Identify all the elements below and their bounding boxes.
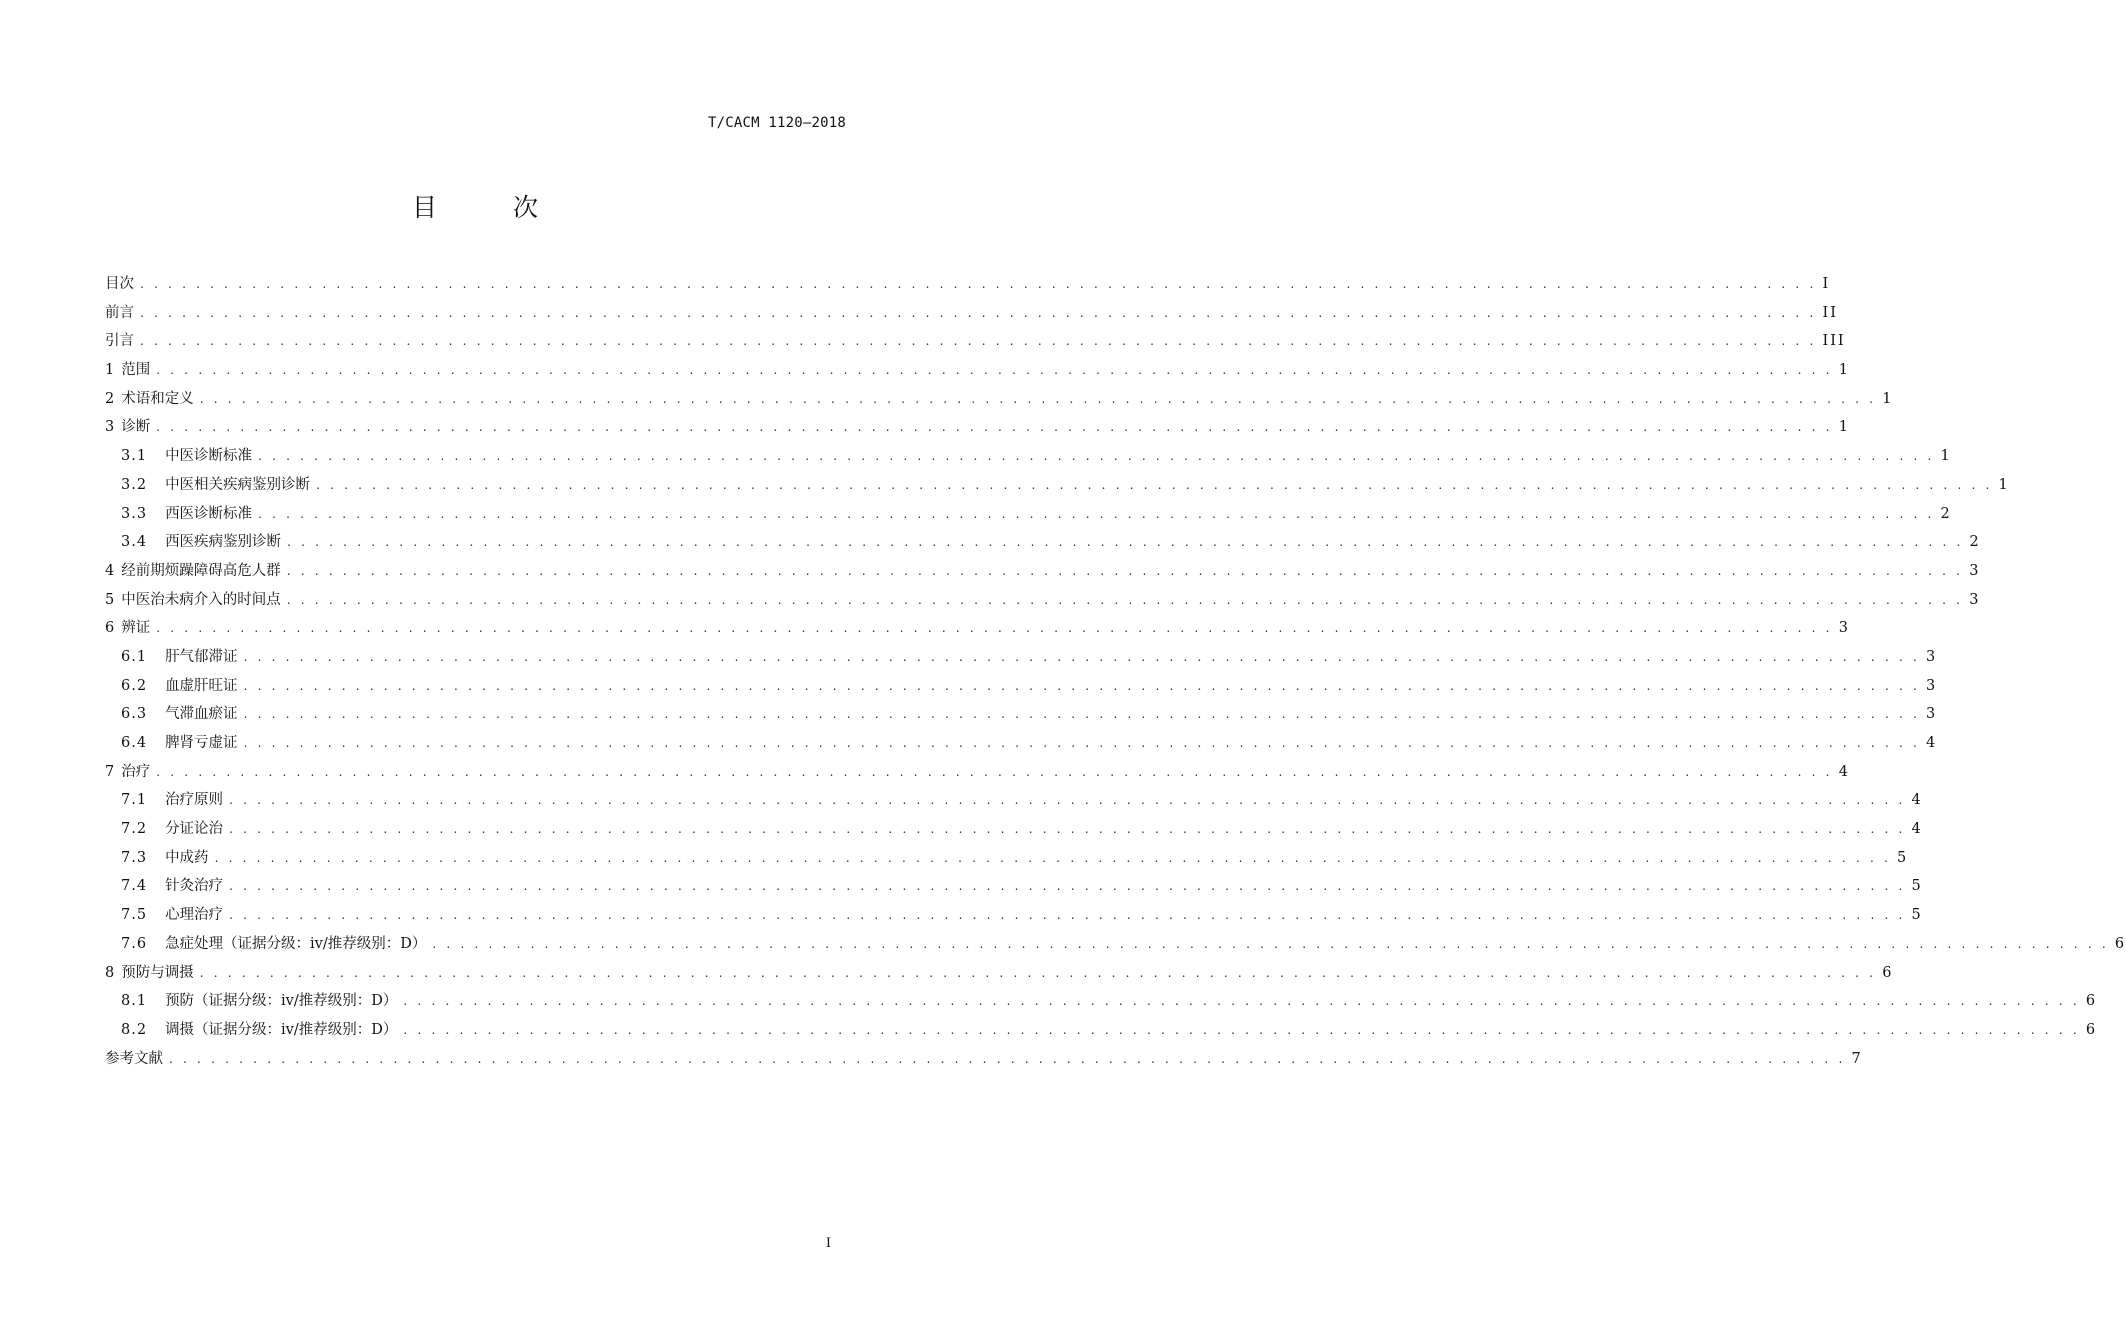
toc-entry[interactable] xyxy=(105,356,1850,385)
toc-entry-number: 2 xyxy=(105,390,115,407)
toc-entry-label: 中医相关疾病鉴别诊断 xyxy=(165,476,311,493)
toc-dot-leader: . . . . . . . . . . . . . . . . . . . . . . . . . . . . . . . . . . . . . . . . . . . . . . . . . . . . . . . . . . . . . . . . . . . . . . . . . . . . . . . . . . . . . . . . . . . . . . . . . . . . . . . . . . . . . . . . . . . . . . . . xyxy=(156,420,1833,435)
toc-entry-page: 2 xyxy=(1940,505,1952,522)
toc-dot-leader: . . . . . . . . . . . . . . . . . . . . . . . . . . . . . . . . . . . . . . . . . . . . . . . . . . . . . . . . . . . . . . . . . . . . . . . . . . . . . . . . . . . . . . . . . . . . . . . . . . . . . . . . . . . . . . . . . . . . . . . . xyxy=(286,592,1964,607)
page-number: I xyxy=(825,1236,831,1251)
toc-entry[interactable] xyxy=(105,643,1938,672)
toc-entry-page: 5 xyxy=(1911,907,1923,924)
toc-entry[interactable] xyxy=(105,987,2098,1016)
toc-entry-page: 6 xyxy=(2114,935,2126,952)
toc-dot-leader: . . . . . . . . . . . . . . . . . . . . . . . . . . . . . . . . . . . . . . . . . . . . . . . . . . . . . . . . . . . . . . . . . . . . . . . . . . . . . . . . . . . . . . . . . . . . . . . . . . . . . . . . . . . . . . . . . . . . . . . . xyxy=(243,678,1921,693)
toc-entry-label: 范围 xyxy=(121,362,151,379)
toc-entry[interactable] xyxy=(105,672,1938,701)
toc-entry[interactable] xyxy=(105,586,1981,615)
toc-dot-leader: . . . . . . . . . . . . . . . . . . . . . . . . . . . . . . . . . . . . . . . . . . . . . . . . . . . . . . . . . . . . . . . . . . . . . . . . . . . . . . . . . . . . . . . . . . . . . . . . . . . . . . . . . . . . . . . . . . . . . . . . xyxy=(403,1022,2080,1037)
toc-entry-number: 7.4 xyxy=(121,878,148,895)
toc-entry-label: 辨证 xyxy=(121,620,151,637)
toc-entry-number: 8.2 xyxy=(121,1021,148,1038)
toc-entry-label: 治疗 xyxy=(121,763,151,780)
toc-entry[interactable] xyxy=(105,442,1952,471)
toc-entry-label: 术语和定义 xyxy=(121,390,194,407)
toc-entry-number: 7.2 xyxy=(121,821,148,838)
toc-entry-page: II xyxy=(1822,304,1838,321)
toc-entry-label: 前言 xyxy=(105,304,134,321)
toc-entry-number: 6 xyxy=(105,620,115,637)
toc-entry-label: 急症处理（证据分级：ⅳ/推荐级别：D） xyxy=(165,935,427,952)
toc-dot-leader: . . . . . . . . . . . . . . . . . . . . . . . . . . . . . . . . . . . . . . . . . . . . . . . . . . . . . . . . . . . . . . . . . . . . . . . . . . . . . . . . . . . . . . . . . . . . . . . . . . . . . . . . . . . . . . . . . . . . . . . . xyxy=(214,850,1892,865)
toc-entry-page: 4 xyxy=(1911,821,1923,838)
toc-entry-label: 预防与调摄 xyxy=(121,964,194,981)
toc-dot-leader: . . . . . . . . . . . . . . . . . . . . . . . . . . . . . . . . . . . . . . . . . . . . . . . . . . . . . . . . . . . . . . . . . . . . . . . . . . . . . . . . . . . . . . . . . . . . . . . . . . . . . . . . . . . . . . . . . . . . . . . . xyxy=(156,764,1833,779)
toc-entry-number: 3.4 xyxy=(121,534,148,551)
toc-dot-leader: . . . . . . . . . . . . . . . . . . . . . . . . . . . . . . . . . . . . . . . . . . . . . . . . . . . . . . . . . . . . . . . . . . . . . . . . . . . . . . . . . . . . . . . . . . . . . . . . . . . . . . . . . . . . . . . . . . . . . . . . xyxy=(156,363,1833,378)
table-of-contents xyxy=(105,270,2126,1073)
toc-dot-leader: . . . . . . . . . . . . . . . . . . . . . . . . . . . . . . . . . . . . . . . . . . . . . . . . . . . . . . . . . . . . . . . . . . . . . . . . . . . . . . . . . . . . . . . . . . . . . . . . . . . . . . . . . . . . . . . . . . . . . . . . xyxy=(287,535,1964,550)
toc-entry-label: 分证论治 xyxy=(165,821,224,838)
toc-dot-leader: . . . . . . . . . . . . . . . . . . . . . . . . . . . . . . . . . . . . . . . . . . . . . . . . . . . . . . . . . . . . . . . . . . . . . . . . . . . . . . . . . . . . . . . . . . . . . . . . . . . . . . . . . . . . . . . . . . . . . . . . xyxy=(140,277,1817,291)
toc-entry-label: 西医诊断标准 xyxy=(165,505,253,522)
toc-entry-page: 1 xyxy=(1882,390,1894,407)
toc-entry-number: 5 xyxy=(105,591,115,608)
toc-dot-leader: . . . . . . . . . . . . . . . . . . . . . . . . . . . . . . . . . . . . . . . . . . . . . . . . . . . . . . . . . . . . . . . . . . . . . . . . . . . . . . . . . . . . . . . . . . . . . . . . . . . . . . . . . . . . . . . . . . . . . . . . xyxy=(316,477,1993,492)
toc-entry-label: 调摄（证据分级：ⅳ/推荐级别：D） xyxy=(165,1021,398,1038)
toc-entry-page: 1 xyxy=(1838,362,1850,379)
toc-entry-page: 3 xyxy=(1969,591,1981,608)
toc-entry[interactable] xyxy=(105,758,1850,787)
toc-entry-number: 7.3 xyxy=(121,849,148,866)
page-title: 目 次 xyxy=(412,193,572,222)
toc-dot-leader: . . . . . . . . . . . . . . . . . . . . . . . . . . . . . . . . . . . . . . . . . . . . . . . . . . . . . . . . . . . . . . . . . . . . . . . . . . . . . . . . . . . . . . . . . . . . . . . . . . . . . . . . . . . . . . . . . . . . . . . . xyxy=(229,822,1906,837)
toc-dot-leader: . . . . . . . . . . . . . . . . . . . . . . . . . . . . . . . . . . . . . . . . . . . . . . . . . . . . . . . . . . . . . . . . . . . . . . . . . . . . . . . . . . . . . . . . . . . . . . . . . . . . . . . . . . . . . . . . . . . . . . . . xyxy=(258,449,1935,464)
toc-entry[interactable] xyxy=(105,385,1894,414)
toc-dot-leader: . . . . . . . . . . . . . . . . . . . . . . . . . . . . . . . . . . . . . . . . . . . . . . . . . . . . . . . . . . . . . . . . . . . . . . . . . . . . . . . . . . . . . . . . . . . . . . . . . . . . . . . . . . . . . . . . . . . . . . . . xyxy=(229,908,1906,923)
toc-entry-label: 预防（证据分级：ⅳ/推荐级别：D） xyxy=(165,993,398,1010)
toc-dot-leader: . . . . . . . . . . . . . . . . . . . . . . . . . . . . . . . . . . . . . . . . . . . . . . . . . . . . . . . . . . . . . . . . . . . . . . . . . . . . . . . . . . . . . . . . . . . . . . . . . . . . . . . . . . . . . . . . . . . . . . . . xyxy=(243,649,1921,664)
toc-entry-number: 6.4 xyxy=(121,735,148,751)
toc-entry-page: 1 xyxy=(1940,448,1952,465)
toc-entry-label: 治疗原则 xyxy=(165,792,224,809)
toc-entry-label: 气滞血瘀证 xyxy=(165,706,238,723)
toc-entry-number: 3.3 xyxy=(121,505,148,522)
toc-entry-number: 6.1 xyxy=(121,648,148,665)
toc-entry-page: 3 xyxy=(1926,648,1938,665)
toc-entry-label: 心理治疗 xyxy=(165,907,224,924)
toc-entry-label: 中成药 xyxy=(165,849,209,866)
toc-dot-leader: . . . . . . . . . . . . . . . . . . . . . . . . . . . . . . . . . . . . . . . . . . . . . . . . . . . . . . . . . . . . . . . . . . . . . . . . . . . . . . . . . . . . . . . . . . . . . . . . . . . . . . . . . . . . . . . . . . . . . . . . xyxy=(432,936,2109,951)
toc-dot-leader: . . . . . . . . . . . . . . . . . . . . . . . . . . . . . . . . . . . . . . . . . . . . . . . . . . . . . . . . . . . . . . . . . . . . . . . . . . . . . . . . . . . . . . . . . . . . . . . . . . . . . . . . . . . . . . . . . . . . . . . . xyxy=(229,879,1906,894)
toc-entry-label: 针灸治疗 xyxy=(165,878,224,895)
toc-entry[interactable] xyxy=(105,500,1952,529)
toc-dot-leader: . . . . . . . . . . . . . . . . . . . . . . . . . . . . . . . . . . . . . . . . . . . . . . . . . . . . . . . . . . . . . . . . . . . . . . . . . . . . . . . . . . . . . . . . . . . . . . . . . . . . . . . . . . . . . . . . . . . . . . . . xyxy=(199,391,1877,406)
toc-entry-number: 8 xyxy=(105,964,115,981)
toc-entry-label: 中医治未病介入的时间点 xyxy=(121,591,281,608)
toc-entry-page: 6 xyxy=(2085,1021,2098,1038)
toc-entry-number: 4 xyxy=(105,562,115,579)
toc-dot-leader: . . . . . . . . . . . . . . . . . . . . . . . . . . . . . . . . . . . . . . . . . . . . . . . . . . . . . . . . . . . . . . . . . . . . . . . . . . . . . . . . . . . . . . . . . . . . . . . . . . . . . . . . . . . . . . . . . . . . . . . . xyxy=(286,563,1964,578)
toc-entry[interactable] xyxy=(105,471,2010,500)
toc-dot-leader: . . . . . . . . . . . . . . . . . . . . . . . . . . . . . . . . . . . . . . . . . . . . . . . . . . . . . . . . . . . . . . . . . . . . . . . . . . . . . . . . . . . . . . . . . . . . . . . . . . . . . . . . . . . . . . . . . . . . . . . . xyxy=(169,1051,1846,1066)
toc-dot-leader: . . . . . . . . . . . . . . . . . . . . . . . . . . . . . . . . . . . . . . . . . . . . . . . . . . . . . . . . . . . . . . . . . . . . . . . . . . . . . . . . . . . . . . . . . . . . . . . . . . . . . . . . . . . . . . . . . . . . . . . . xyxy=(140,334,1817,349)
toc-entry[interactable] xyxy=(105,557,1981,586)
toc-entry-number: 3.2 xyxy=(121,476,148,493)
toc-entry-number: 6.3 xyxy=(121,706,148,723)
toc-entry-number: 7.6 xyxy=(121,935,148,952)
toc-dot-leader: . . . . . . . . . . . . . . . . . . . . . . . . . . . . . . . . . . . . . . . . . . . . . . . . . . . . . . . . . . . . . . . . . . . . . . . . . . . . . . . . . . . . . . . . . . . . . . . . . . . . . . . . . . . . . . . . . . . . . . . . xyxy=(156,621,1833,636)
toc-entry-page: 1 xyxy=(1838,419,1850,436)
toc-entry[interactable] xyxy=(105,528,1981,557)
toc-dot-leader: . . . . . . . . . . . . . . . . . . . . . . . . . . . . . . . . . . . . . . . . . . . . . . . . . . . . . . . . . . . . . . . . . . . . . . . . . . . . . . . . . . . . . . . . . . . . . . . . . . . . . . . . . . . . . . . . . . . . . . . . xyxy=(243,707,1921,722)
toc-entry-page: 6 xyxy=(1882,964,1894,981)
toc-entry-page: 3 xyxy=(1969,562,1981,579)
toc-dot-leader: . . . . . . . . . . . . . . . . . . . . . . . . . . . . . . . . . . . . . . . . . . . . . . . . . . . . . . . . . . . . . . . . . . . . . . . . . . . . . . . . . . . . . . . . . . . . . . . . . . . . . . . . . . . . . . . . . . . . . . . . xyxy=(258,506,1935,521)
document-code: T/CACM 1120—2018 xyxy=(707,115,846,131)
toc-entry-page: 5 xyxy=(1911,878,1923,895)
toc-entry-number: 3 xyxy=(105,419,115,436)
toc-dot-leader: . . . . . . . . . . . . . . . . . . . . . . . . . . . . . . . . . . . . . . . . . . . . . . . . . . . . . . . . . . . . . . . . . . . . . . . . . . . . . . . . . . . . . . . . . . . . . . . . . . . . . . . . . . . . . . . . . . . . . . . . xyxy=(403,994,2080,1009)
toc-entry-page: 4 xyxy=(1911,792,1923,809)
toc-entry-page: III xyxy=(1822,333,1846,350)
toc-entry-page: I xyxy=(1822,276,1831,292)
toc-entry-page: 6 xyxy=(2085,993,2098,1010)
toc-entry-label: 目次 xyxy=(105,276,134,292)
toc-entry[interactable] xyxy=(105,930,2126,959)
toc-entry-number: 8.1 xyxy=(121,993,148,1010)
toc-entry-page: 5 xyxy=(1897,849,1909,866)
toc-entry[interactable] xyxy=(105,729,1938,758)
toc-entry-number: 6.2 xyxy=(121,677,148,694)
toc-dot-leader: . . . . . . . . . . . . . . . . . . . . . . . . . . . . . . . . . . . . . . . . . . . . . . . . . . . . . . . . . . . . . . . . . . . . . . . . . . . . . . . . . . . . . . . . . . . . . . . . . . . . . . . . . . . . . . . . . . . . . . . . xyxy=(229,793,1906,808)
toc-entry-number: 3.1 xyxy=(121,448,148,465)
toc-entry-label: 诊断 xyxy=(121,419,151,436)
toc-entry-page: 2 xyxy=(1969,534,1981,551)
toc-entry-page: 4 xyxy=(1838,763,1850,780)
toc-entry-page: 7 xyxy=(1851,1050,1863,1067)
toc-entry-page: 3 xyxy=(1926,706,1938,723)
toc-entry-label: 血虚肝旺证 xyxy=(165,677,238,694)
toc-entry-label: 引言 xyxy=(105,333,134,350)
toc-entry[interactable] xyxy=(105,959,1894,988)
toc-entry-label: 脾肾亏虚证 xyxy=(165,735,238,751)
toc-entry-number: 1 xyxy=(105,362,115,379)
toc-entry-page: 4 xyxy=(1926,735,1938,751)
toc-entry[interactable] xyxy=(105,700,1938,729)
toc-dot-leader: . . . . . . . . . . . . . . . . . . . . . . . . . . . . . . . . . . . . . . . . . . . . . . . . . . . . . . . . . . . . . . . . . . . . . . . . . . . . . . . . . . . . . . . . . . . . . . . . . . . . . . . . . . . . . . . . . . . . . . . . xyxy=(243,736,1921,750)
toc-entry-page: 1 xyxy=(1998,476,2010,493)
toc-entry[interactable] xyxy=(105,815,1923,844)
toc-entry[interactable] xyxy=(105,1045,1863,1074)
toc-entry[interactable] xyxy=(105,786,1923,815)
toc-entry-label: 参考文献 xyxy=(105,1050,163,1067)
toc-entry-number: 7.5 xyxy=(121,907,148,924)
toc-entry[interactable] xyxy=(105,327,1846,356)
toc-entry[interactable] xyxy=(105,844,1909,873)
toc-entry[interactable] xyxy=(105,1016,2098,1045)
toc-entry-label: 经前期烦躁障碍高危人群 xyxy=(121,562,281,579)
toc-entry[interactable] xyxy=(105,270,1831,299)
toc-entry[interactable] xyxy=(105,299,1838,328)
toc-dot-leader: . . . . . . . . . . . . . . . . . . . . . . . . . . . . . . . . . . . . . . . . . . . . . . . . . . . . . . . . . . . . . . . . . . . . . . . . . . . . . . . . . . . . . . . . . . . . . . . . . . . . . . . . . . . . . . . . . . . . . . . . xyxy=(199,965,1877,980)
toc-entry-page: 3 xyxy=(1838,620,1850,637)
toc-entry[interactable] xyxy=(105,614,1850,643)
toc-entry[interactable] xyxy=(105,413,1850,442)
toc-entry-number: 7.1 xyxy=(121,792,148,809)
toc-entry-page: 3 xyxy=(1926,677,1938,694)
toc-entry-label: 中医诊断标准 xyxy=(165,448,253,465)
toc-entry[interactable] xyxy=(105,901,1923,930)
toc-entry-number: 7 xyxy=(105,763,115,780)
toc-entry-label: 肝气郁滞证 xyxy=(165,648,238,665)
toc-entry[interactable] xyxy=(105,872,1923,901)
toc-entry-label: 西医疾病鉴别诊断 xyxy=(165,534,282,551)
toc-dot-leader: . . . . . . . . . . . . . . . . . . . . . . . . . . . . . . . . . . . . . . . . . . . . . . . . . . . . . . . . . . . . . . . . . . . . . . . . . . . . . . . . . . . . . . . . . . . . . . . . . . . . . . . . . . . . . . . . . . . . . . . . xyxy=(140,305,1817,320)
